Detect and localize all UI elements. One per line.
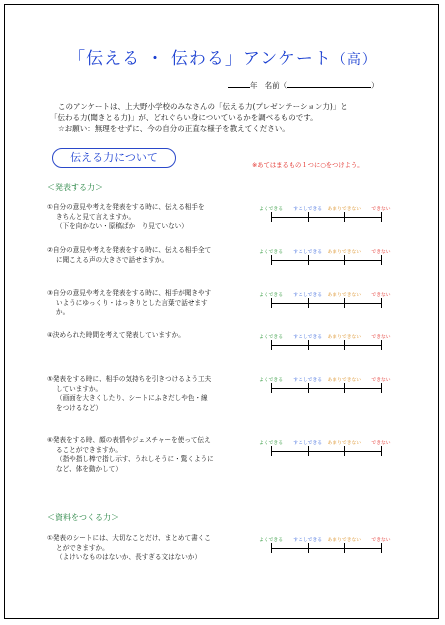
name-line xyxy=(228,80,379,91)
scale-tick[interactable] xyxy=(271,255,272,265)
question-1 xyxy=(47,203,259,232)
scale-label: よくできる xyxy=(259,538,283,543)
answer-scale-5[interactable] xyxy=(261,376,391,398)
intro-line-1: このアンケートは、上大野小学校のみなさんの「伝える力(プレゼンテーション力)」と xyxy=(58,102,348,111)
question-line: ①発表のシートには、大切なことだけ、まとめて書くこ xyxy=(47,534,211,542)
scale-tick[interactable] xyxy=(344,340,345,350)
question-line: ②自分の意見や考えを発表をする時に、伝える相手全て xyxy=(47,246,212,254)
scale-tick[interactable] xyxy=(308,212,309,222)
section-heading-materials: ＜資料をつくる力＞ xyxy=(47,513,119,522)
title-suffix: （高） xyxy=(331,52,377,68)
scale-label: よくできる xyxy=(259,378,283,383)
question-6 xyxy=(47,436,259,474)
scale-axis xyxy=(271,345,381,346)
question-line: ③自分の意見や考えを発表をする時に、相手が聞きやす xyxy=(47,289,212,297)
scale-tick[interactable] xyxy=(381,340,382,350)
scale-tick[interactable] xyxy=(344,255,345,265)
scale-label: できない xyxy=(371,293,391,298)
scale-label: すこしできる xyxy=(293,207,323,212)
year-blank[interactable] xyxy=(228,80,250,88)
answer-scale-1[interactable] xyxy=(261,205,391,227)
scale-label: すこしできる xyxy=(293,538,323,543)
scale-label: あまりできない xyxy=(327,293,362,298)
scale-label: できない xyxy=(371,335,391,340)
survey-title xyxy=(0,44,445,69)
answer-scale-7[interactable] xyxy=(261,536,391,558)
scale-label: あまりできない xyxy=(327,441,362,446)
scale-axis xyxy=(271,303,381,304)
scale-label: できない xyxy=(371,207,391,212)
answer-scale-6[interactable] xyxy=(261,439,391,461)
scale-tick[interactable] xyxy=(381,255,382,265)
scale-tick[interactable] xyxy=(344,446,345,456)
intro-line-3: ☆お願い：無理をせずに、今の自分の正直な様子を教えてください。 xyxy=(58,124,290,133)
question-line: ①自分の意見や考えを発表をする時に、伝える相手を xyxy=(47,203,205,211)
scale-label: あまりできない xyxy=(327,378,362,383)
scale-label: あまりできない xyxy=(327,207,362,212)
question-line: か。 xyxy=(56,308,70,316)
question-note: （画面を大きくしたり、シートにふきだしや色・線 をつけるなど） xyxy=(56,394,208,412)
scale-tick[interactable] xyxy=(344,298,345,308)
scale-tick[interactable] xyxy=(308,255,309,265)
scale-tick[interactable] xyxy=(271,298,272,308)
section-heading-presentation: ＜発表する力＞ xyxy=(47,183,103,192)
scale-tick[interactable] xyxy=(344,543,345,553)
question-line: いようにゆっくり・はっきりとした言葉で話せます xyxy=(56,298,208,307)
name-blank[interactable] xyxy=(287,80,371,88)
scale-label: よくできる xyxy=(259,207,283,212)
scale-axis xyxy=(271,260,381,261)
scale-tick[interactable] xyxy=(308,383,309,393)
scale-label: できない xyxy=(371,250,391,255)
intro-paragraph xyxy=(50,101,420,134)
scale-axis xyxy=(271,451,381,452)
question-4 xyxy=(47,331,259,341)
scale-tick[interactable] xyxy=(344,383,345,393)
scale-tick[interactable] xyxy=(271,340,272,350)
scale-tick[interactable] xyxy=(271,212,272,222)
question-line: ることができますか。 xyxy=(56,445,122,454)
name-close: ） xyxy=(371,81,379,90)
scale-label: できない xyxy=(371,538,391,543)
question-line: ⑥発表をする時、顔の表情やジェスチャーを使って伝え xyxy=(47,436,211,444)
scale-label: できない xyxy=(371,441,391,446)
scale-tick[interactable] xyxy=(308,543,309,553)
answer-scale-4[interactable] xyxy=(261,333,391,355)
question-3 xyxy=(47,289,259,318)
question-line: に聞こえる声の大きさで話せますか。 xyxy=(56,255,169,264)
scale-tick[interactable] xyxy=(271,383,272,393)
scale-tick[interactable] xyxy=(381,383,382,393)
question-line: ⑤発表をする時に、相手の気持ちを引きつけるよう工夫 xyxy=(47,375,212,383)
question-note: （指や指し棒で指し示す、うれしそうに・驚くように など、体を動かして） xyxy=(56,455,214,473)
name-label: 名前（ xyxy=(264,81,288,90)
scale-label: できない xyxy=(371,378,391,383)
question-2 xyxy=(47,246,259,265)
scale-axis xyxy=(271,217,381,218)
scale-tick[interactable] xyxy=(381,446,382,456)
question-line: きちんと見て言えますか。 xyxy=(56,212,136,221)
scale-label: よくできる xyxy=(259,250,283,255)
question-line: していますか。 xyxy=(56,384,103,393)
intro-line-2: 「伝わる力(聞きとる力)」が、どれぐらい身についているかを調べるものです。 xyxy=(50,113,318,122)
question-line: とができますか。 xyxy=(56,543,109,552)
answer-scale-2[interactable] xyxy=(261,248,391,270)
scale-label: よくできる xyxy=(259,335,283,340)
scale-tick[interactable] xyxy=(308,340,309,350)
answer-scale-3[interactable] xyxy=(261,291,391,313)
scale-label: あまりできない xyxy=(327,250,362,255)
scale-tick[interactable] xyxy=(344,212,345,222)
scale-label: あまりできない xyxy=(327,335,362,340)
scale-label: すこしできる xyxy=(293,335,323,340)
question-note: （下を向かない・原稿ばか り見ていない） xyxy=(56,222,188,230)
scale-tick[interactable] xyxy=(271,446,272,456)
section-pill: 伝える力について xyxy=(52,148,176,168)
scale-label: すこしできる xyxy=(293,378,323,383)
instruction-note: ※あてはまるもの１つに○をつけよう。 xyxy=(252,162,364,169)
question-line: ④決められた時間を考えて発表していますか。 xyxy=(47,331,185,339)
question-note: （よけいなものはないか、長すぎる文はないか） xyxy=(56,553,202,561)
scale-label: すこしできる xyxy=(293,441,323,446)
question-5 xyxy=(47,375,259,413)
scale-label: すこしできる xyxy=(293,293,323,298)
title-main: 「伝える ・ 伝わる」アンケート xyxy=(68,49,332,69)
scale-label: あまりできない xyxy=(327,538,362,543)
scale-label: よくできる xyxy=(259,441,283,446)
scale-label: よくできる xyxy=(259,293,283,298)
scale-tick[interactable] xyxy=(381,298,382,308)
scale-tick[interactable] xyxy=(308,298,309,308)
scale-tick[interactable] xyxy=(381,543,382,553)
scale-tick[interactable] xyxy=(381,212,382,222)
scale-tick[interactable] xyxy=(308,446,309,456)
question-7 xyxy=(47,534,259,563)
scale-label: すこしできる xyxy=(293,250,323,255)
scale-tick[interactable] xyxy=(271,543,272,553)
year-label: 年 xyxy=(250,81,258,90)
scale-axis xyxy=(271,388,381,389)
scale-axis xyxy=(271,548,381,549)
